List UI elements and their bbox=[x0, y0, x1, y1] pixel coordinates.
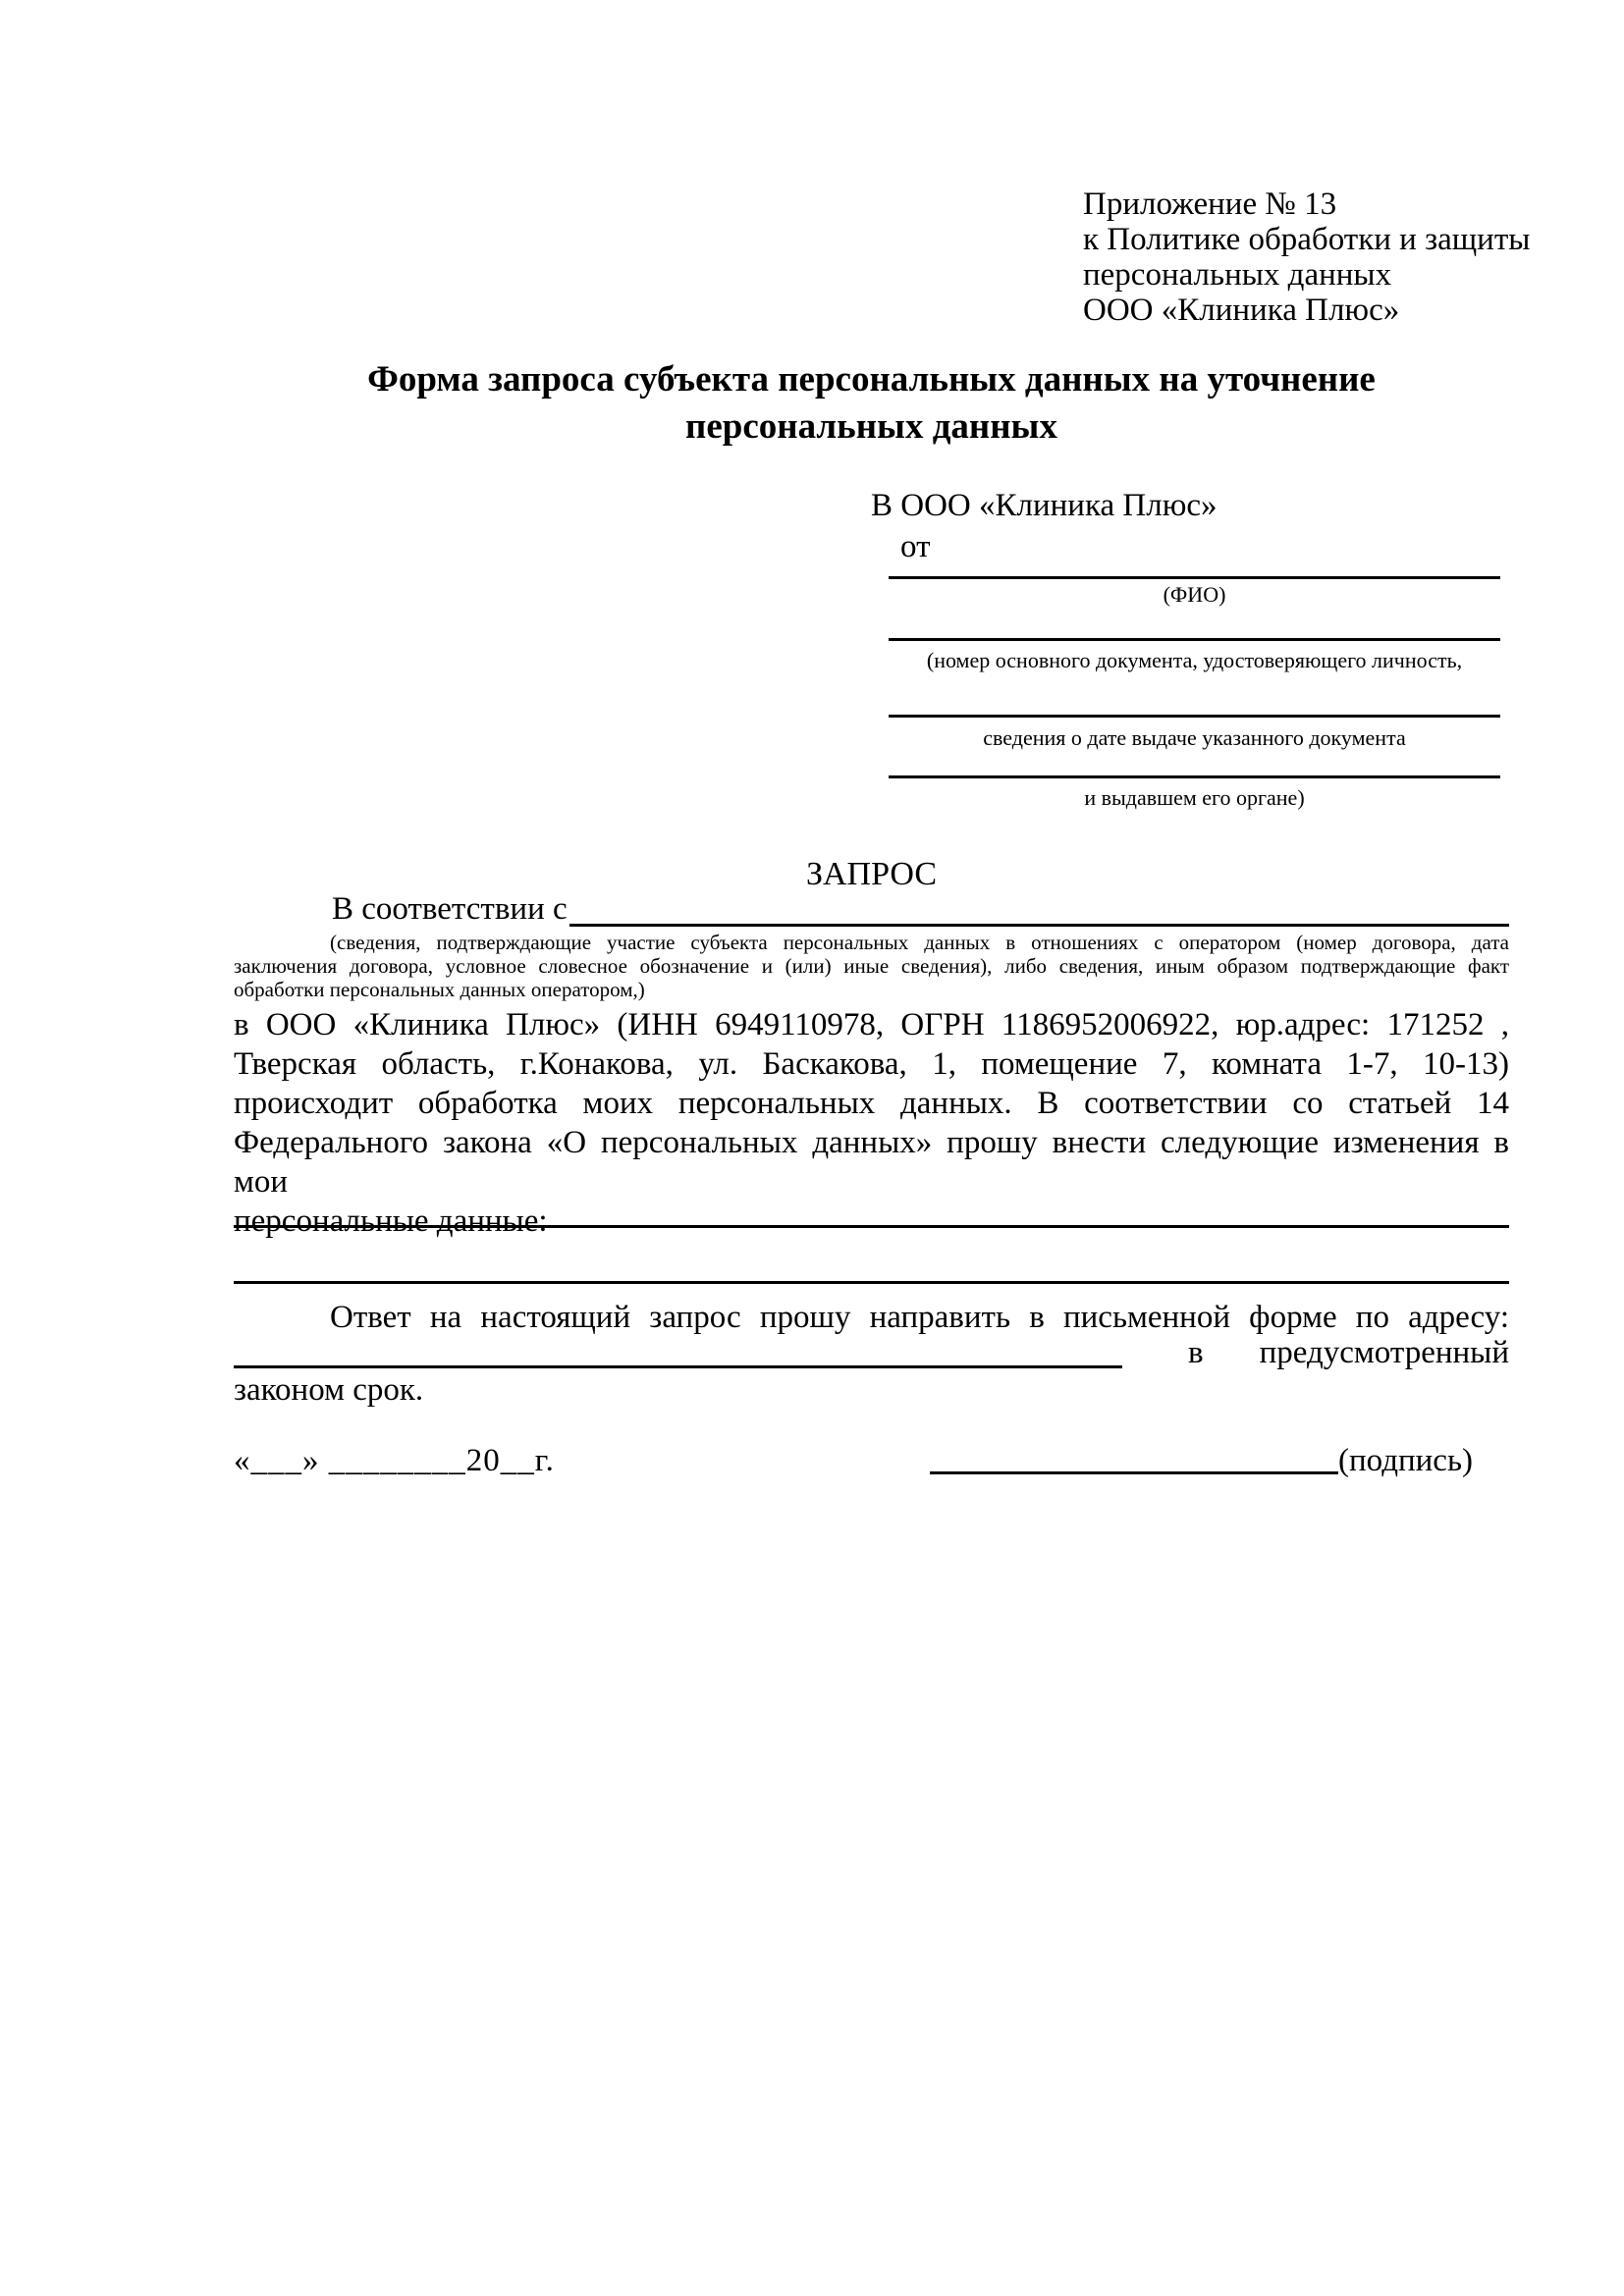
reply-word-prescribed: предусмотренный bbox=[1259, 1335, 1509, 1370]
fio-underline bbox=[889, 576, 1500, 579]
footnote-line: заключения договора, условное словесное обозначение и (или) иные сведения), либо сведения, иным образом подтверждающие факт bbox=[234, 954, 1509, 978]
header-note bbox=[1083, 187, 1530, 328]
signature-caption: (подпись) bbox=[1338, 1443, 1473, 1478]
reply-line-3: законом срок. bbox=[234, 1372, 424, 1408]
reply-line-1: Ответ на настоящий запрос прошу направить в письменной форме по адресу: bbox=[330, 1300, 1509, 1335]
request-heading: ЗАПРОС bbox=[805, 856, 938, 892]
intro-prefix: В соответствии с bbox=[332, 891, 568, 927]
addressee-from-label: от bbox=[900, 529, 931, 564]
body-line: персональные данные: bbox=[234, 1203, 548, 1239]
doc-issuer-underline bbox=[889, 775, 1500, 778]
body-line: в ООО «Клиника Плюс» (ИНН 6949110978, ОГРН 1186952006922, юр.адрес: 171252 , bbox=[234, 1007, 1509, 1042]
body-line: Тверская область, г.Конакова, ул. Баскакова, 1, помещение 7, комната 1-7, 10-13) bbox=[234, 1046, 1509, 1082]
doc-date-caption: сведения о дате выдаче указанного документа bbox=[983, 725, 1406, 750]
body-line: происходит обработка моих персональных данных. В соответствии со статьей 14 bbox=[234, 1086, 1509, 1121]
doc-issuer-caption: и выдавшем его органе) bbox=[1084, 785, 1305, 810]
reply-word-in: в bbox=[1188, 1335, 1204, 1370]
header-note-line: к Политике обработки и защиты bbox=[1083, 222, 1531, 257]
title-line: персональных данных bbox=[685, 406, 1057, 447]
addressee-to: В ООО «Клиника Плюс» bbox=[871, 488, 1218, 523]
document-title bbox=[234, 356, 1509, 451]
header-note-line: Приложение № 13 bbox=[1083, 187, 1337, 222]
date-field: «___» ________20__г. bbox=[234, 1443, 555, 1478]
header-note-line: персональных данных bbox=[1083, 257, 1392, 293]
footnote-line: обработки персональных данных оператором,) bbox=[234, 978, 645, 1001]
body-paragraph bbox=[234, 1005, 1509, 1241]
doc-date-underline bbox=[889, 715, 1500, 718]
changes-underline-2 bbox=[234, 1281, 1509, 1284]
footnote bbox=[234, 931, 1509, 1001]
fio-caption: (ФИО) bbox=[1163, 582, 1226, 607]
signature-underline bbox=[930, 1471, 1338, 1474]
doc-number-caption: (номер основного документа, удостоверяющего личность, bbox=[926, 648, 1463, 672]
changes-underline-1 bbox=[234, 1225, 1509, 1228]
header-note-line: ООО «Клиника Плюс» bbox=[1083, 293, 1400, 328]
intro-underline bbox=[569, 924, 1509, 927]
title-line: Форма запроса субъекта персональных данных на уточнение bbox=[367, 359, 1376, 400]
footnote-line: (сведения, подтверждающие участие субъекта персональных данных в отношениях с оператором (номер договора, дата bbox=[330, 931, 1509, 954]
doc-number-underline bbox=[889, 638, 1500, 641]
body-line: Федерального закона «О персональных данных» прошу внести следующие изменения в мои bbox=[234, 1125, 1509, 1200]
